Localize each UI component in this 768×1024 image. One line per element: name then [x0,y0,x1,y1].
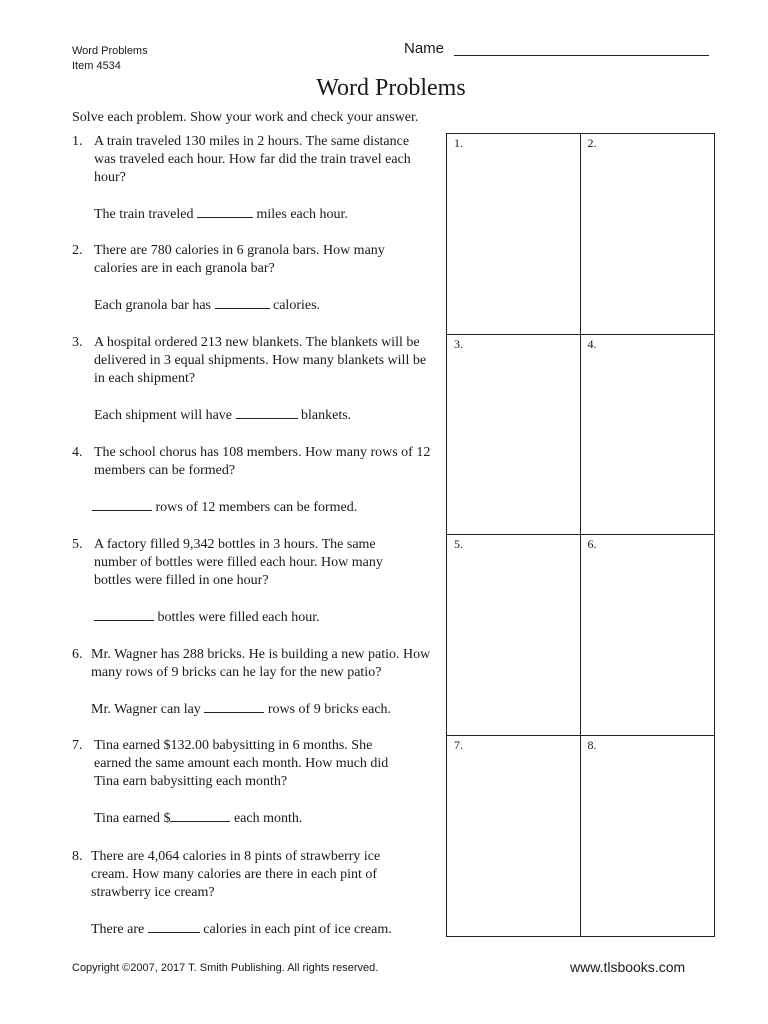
answer-blank [170,809,230,822]
answer-suffix: rows of 12 members can be formed. [152,500,358,515]
problem-number: 8. [72,849,83,864]
problem-number: 3. [72,335,83,350]
problem-8 [72,848,440,939]
problem-5 [72,536,440,627]
problem-number: 5. [72,537,83,552]
answer-suffix: rows of 9 bricks each. [264,702,392,717]
problem-question: There are 780 calories in 6 granola bars. How many calories are in each granola bar? [94,243,385,276]
item-title: Word Problems [72,45,148,57]
copyright-notice: Copyright ©2007, 2017 T. Smith Publishing. All rights reserved. [72,962,379,974]
work-area-grid [446,133,715,937]
answer-blank [215,296,270,309]
problem-answer [94,608,440,627]
answer-prefix: Each granola bar has [94,298,215,313]
work-box-7: 7. [447,736,581,937]
problem-question: A factory filled 9,342 bottles in 3 hours. The same number of bottles were filled each hour. How many bottles were filled in one hour? [94,537,383,588]
work-box-8: 8. [587,737,597,752]
problem-number: 4. [72,445,83,460]
page-title: Word Problems [316,75,466,101]
problem-7 [72,737,440,828]
answer-suffix: miles each hour. [253,207,348,222]
work-box-5: 5. [447,535,581,736]
answer-blank [204,700,264,713]
problem-4 [72,444,440,517]
work-box-4: 4. [581,335,715,536]
problem-answer [94,296,440,315]
problem-answer [91,920,440,939]
problem-question: Tina earned $132.00 babysitting in 6 months. She earned the same amount each month. How much did Tina earn babysitting each month? [94,738,389,789]
problem-question: The school chorus has 108 members. How many rows of 12 members can be formed? [94,445,431,478]
answer-suffix: each month. [230,811,303,826]
problem-answer [94,406,440,425]
answer-prefix: The train traveled [94,207,198,222]
problem-3 [72,334,440,425]
problem-answer [94,205,440,224]
answer-suffix: calories. [269,298,321,313]
problem-6 [72,646,440,719]
problem-question: Mr. Wagner has 288 bricks. He is building a new patio. How many rows of 9 bricks can he lay for the new patio? [91,647,431,680]
work-box-3: 3. [447,335,581,536]
problem-question: There are 4,064 calories in 8 pints of strawberry ice cream. How many calories are there in each pint of strawberry ice cream? [91,849,381,900]
answer-blank [92,498,152,511]
problem-2 [72,242,440,315]
answer-suffix: calories in each pint of ice cream. [199,922,392,937]
answer-blank [148,920,200,933]
answer-suffix: blankets. [297,408,352,423]
problem-number: 1. [72,134,83,149]
work-box-6: 6. [581,535,715,736]
name-label: Name [404,40,445,57]
name-field-line [454,55,709,56]
problem-number: 2. [72,243,83,258]
website-link[interactable]: www.tlsbooks.com [570,959,686,975]
problem-question: A train traveled 130 miles in 2 hours. The same distance was traveled each hour. How far did the train travel each hour? [94,134,411,185]
answer-blank [94,608,154,621]
answer-blank [197,205,253,218]
problem-answer [94,809,440,828]
problem-answer [92,498,440,517]
problem-number: 6. [72,647,83,662]
answer-prefix: Each shipment will have [94,408,236,423]
problem-answer [91,700,440,719]
problem-1 [72,133,440,224]
problem-number: 7. [72,738,83,753]
problem-question: A hospital ordered 213 new blankets. The blankets will be delivered in 3 equal shipments. How many blankets will be in each shipment? [94,335,427,386]
work-box-2: 2. [581,134,715,335]
instructions: Solve each problem. Show your work and check your answer. [72,110,419,125]
work-box-1: 1. [447,134,581,335]
answer-prefix: Mr. Wagner can lay [91,702,205,717]
answer-blank [236,406,298,419]
answer-prefix: Tina earned $ [94,811,171,826]
answer-suffix: bottles were filled each hour. [154,610,320,625]
item-number: Item 4534 [72,60,121,72]
answer-prefix: There are [91,922,148,937]
